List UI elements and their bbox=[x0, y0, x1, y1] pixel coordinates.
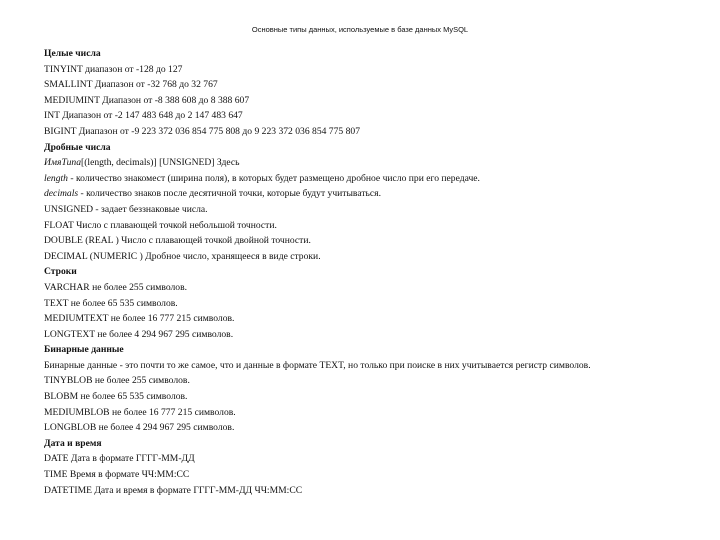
list-item: UNSIGNED - задает беззнаковые числа. bbox=[44, 203, 208, 215]
list-item: TINYINT диапазон от -128 до 127 bbox=[44, 63, 183, 75]
list-item: FLOAT Число с плавающей точкой небольшой точности. bbox=[44, 219, 277, 231]
decimals-line bbox=[44, 186, 704, 202]
length-line bbox=[44, 171, 704, 187]
decimals-desc: - количество знаков после десятичной точки, которые будут учитываться. bbox=[78, 188, 381, 200]
content-body bbox=[44, 46, 704, 498]
list-item: TINYBLOB не более 255 символов. bbox=[44, 375, 190, 387]
list-item: DECIMAL (NUMERIC ) Дробное число, хранящееся в виде строки. bbox=[44, 250, 321, 262]
section-heading-fractional: Дробные числа bbox=[44, 141, 111, 153]
syntax-type-name: ИмяТипа bbox=[44, 157, 82, 169]
section-heading-integers: Целые числа bbox=[44, 48, 101, 59]
section-heading-binary: Бинарные данные bbox=[44, 344, 124, 356]
length-desc: - количество знакомест (ширина поля), в которых будет размещено дробное число при его передаче. bbox=[67, 172, 480, 184]
list-item: MEDIUMBLOB не более 16 777 215 символов. bbox=[44, 406, 236, 418]
list-item: MEDIUMTEXT не более 16 777 215 символов. bbox=[44, 313, 235, 325]
list-item: TEXT не более 65 535 символов. bbox=[44, 297, 178, 309]
list-item: DOUBLE (REAL ) Число с плавающей точкой двойной точности. bbox=[44, 235, 311, 247]
list-item: VARCHAR не более 255 символов. bbox=[44, 281, 188, 293]
list-item: BLOBM не более 65 535 символов. bbox=[44, 391, 188, 403]
syntax-line bbox=[44, 155, 704, 171]
section-heading-datetime: Дата и время bbox=[44, 437, 102, 449]
list-item: TIME Время в формате ЧЧ:ММ:СС bbox=[44, 469, 190, 481]
list-item: MEDIUMINT Диапазон от -8 388 608 до 8 388 607 bbox=[44, 94, 250, 106]
list-item: SMALLINT Диапазон от -32 768 до 32 767 bbox=[44, 79, 218, 91]
list-item: DATE Дата в формате ГГГГ-ММ-ДД bbox=[44, 453, 195, 465]
page-title: Основные типы данных, используемые в базе данных MySQL bbox=[251, 25, 469, 34]
list-item: LONGBLOB не более 4 294 967 295 символов. bbox=[44, 422, 235, 434]
list-item: BIGINT Диапазон от -9 223 372 036 854 775 808 до 9 223 372 036 854 775 807 bbox=[44, 125, 360, 137]
list-item: INT Диапазон от -2 147 483 648 до 2 147 483 647 bbox=[44, 110, 243, 122]
list-item: LONGTEXT не более 4 294 967 295 символов. bbox=[44, 328, 234, 340]
section-heading-strings: Строки bbox=[44, 266, 77, 278]
syntax-rest: [(length, decimals)] [UNSIGNED] Здесь bbox=[81, 157, 240, 169]
list-item: Бинарные данные - это почти то же самое, что и данные в формате TEXT, но только при поиске в них учитывается регистр символов. bbox=[44, 359, 591, 371]
length-term: length bbox=[44, 172, 68, 184]
list-item: DATETIME Дата и время в формате ГГГГ-ММ-ДД ЧЧ:ММ:СС bbox=[44, 484, 303, 496]
decimals-term: decimals bbox=[44, 188, 79, 200]
